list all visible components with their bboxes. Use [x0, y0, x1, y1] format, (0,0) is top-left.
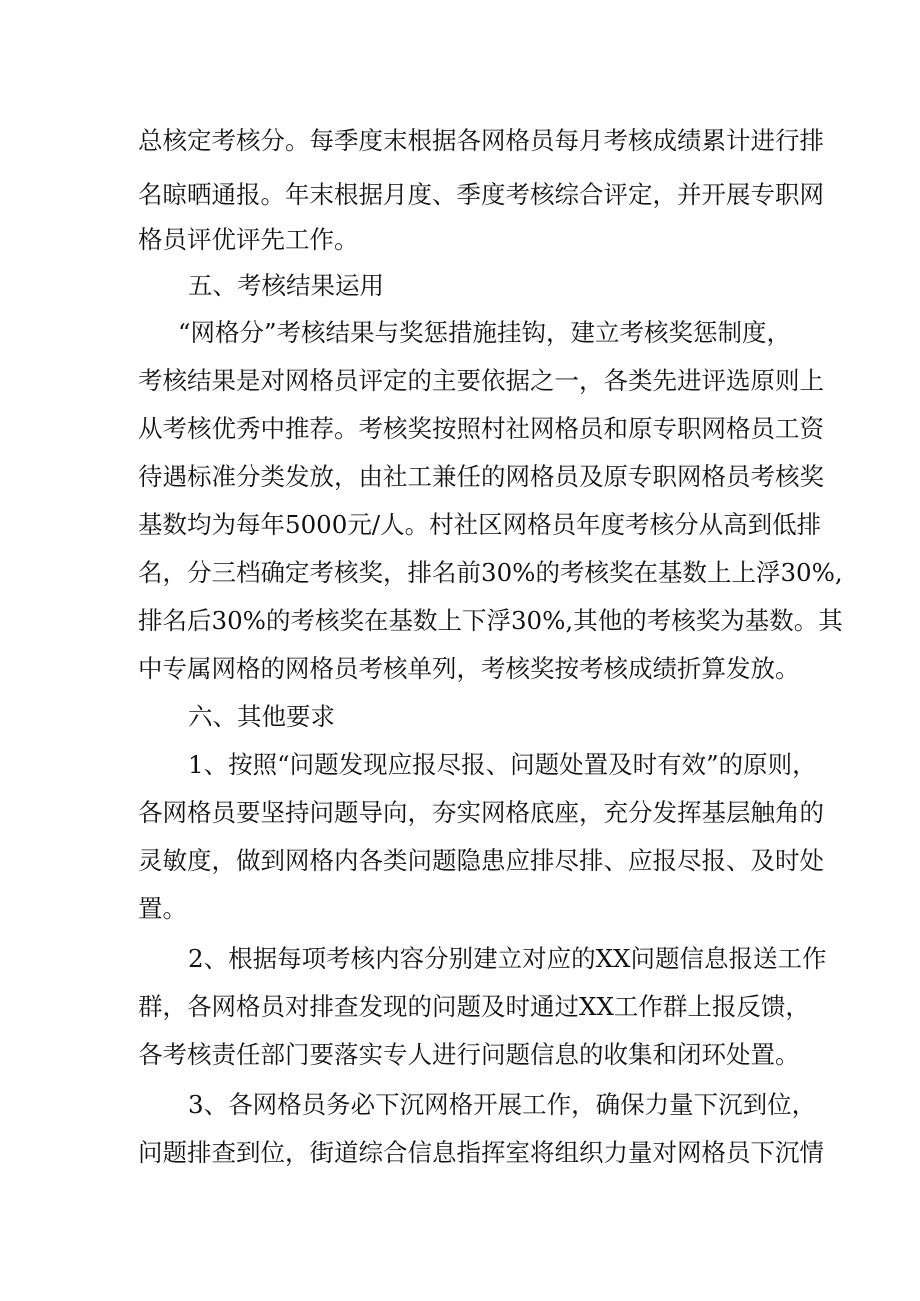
- body-text-line: 待遇标准分类发放，由社工兼任的网格员及原专职网格员考核奖: [138, 462, 824, 491]
- body-text-line: 置。: [138, 894, 187, 923]
- body-text-line: 2、根据每项考核内容分别建立对应的XX问题信息报送工作: [188, 944, 827, 973]
- body-text-line: “网格分”考核结果与奖惩措施挂钩，建立考核奖惩制度，: [178, 318, 792, 347]
- body-text-line: 名晾晒通报。年末根据月度、季度考核综合评定，并开展专职网: [138, 180, 824, 209]
- section-heading-6: 六、其他要求: [188, 702, 335, 731]
- body-text-line: 各网格员要坚持问题导向，夯实网格底座，充分发挥基层触角的: [138, 798, 824, 827]
- body-text-line: 考核结果是对网格员评定的主要依据之一，各类先进评选原则上: [138, 366, 824, 395]
- section-heading-5: 五、考核结果运用: [188, 271, 384, 300]
- body-text-line: 3、各网格员务必下沉网格开展工作，确保力量下沉到位，: [188, 1090, 817, 1119]
- body-text-line: 灵敏度，做到网格内各类问题隐患应排尽排、应报尽报、及时处: [138, 846, 824, 875]
- body-text-line: 中专属网格的网格员考核单列，考核奖按考核成绩折算发放。: [138, 654, 800, 683]
- body-text-line: 总核定考核分。每季度末根据各网格员每月考核成绩累计进行排: [138, 126, 824, 155]
- body-text-line: 问题排查到位，街道综合信息指挥室将组织力量对网格员下沉情: [138, 1138, 824, 1167]
- body-text-line: 从考核优秀中推荐。考核奖按照村社网格员和原专职网格员工资: [138, 414, 824, 443]
- body-text-line: 各考核责任部门要落实专人进行问题信息的收集和闭环处置。: [138, 1040, 800, 1069]
- body-text-line: 格员评优评先工作。: [138, 225, 359, 254]
- body-text-line: 排名后30%的考核奖在基数上下浮30%,其他的考核奖为基数。其: [138, 606, 843, 635]
- body-text-line: 1、按照“问题发现应报尽报、问题处置及时有效”的原则，: [188, 750, 817, 779]
- body-text-line: 群，各网格员对排查发现的问题及时通过XX工作群上报反馈，: [138, 992, 810, 1021]
- body-text-line: 基数均为每年5000元/人。村社区网格员年度考核分从高到低排: [138, 510, 822, 539]
- body-text-line: 名，分三档确定考核奖，排名前30%的考核奖在基数上上浮30%,: [138, 558, 843, 587]
